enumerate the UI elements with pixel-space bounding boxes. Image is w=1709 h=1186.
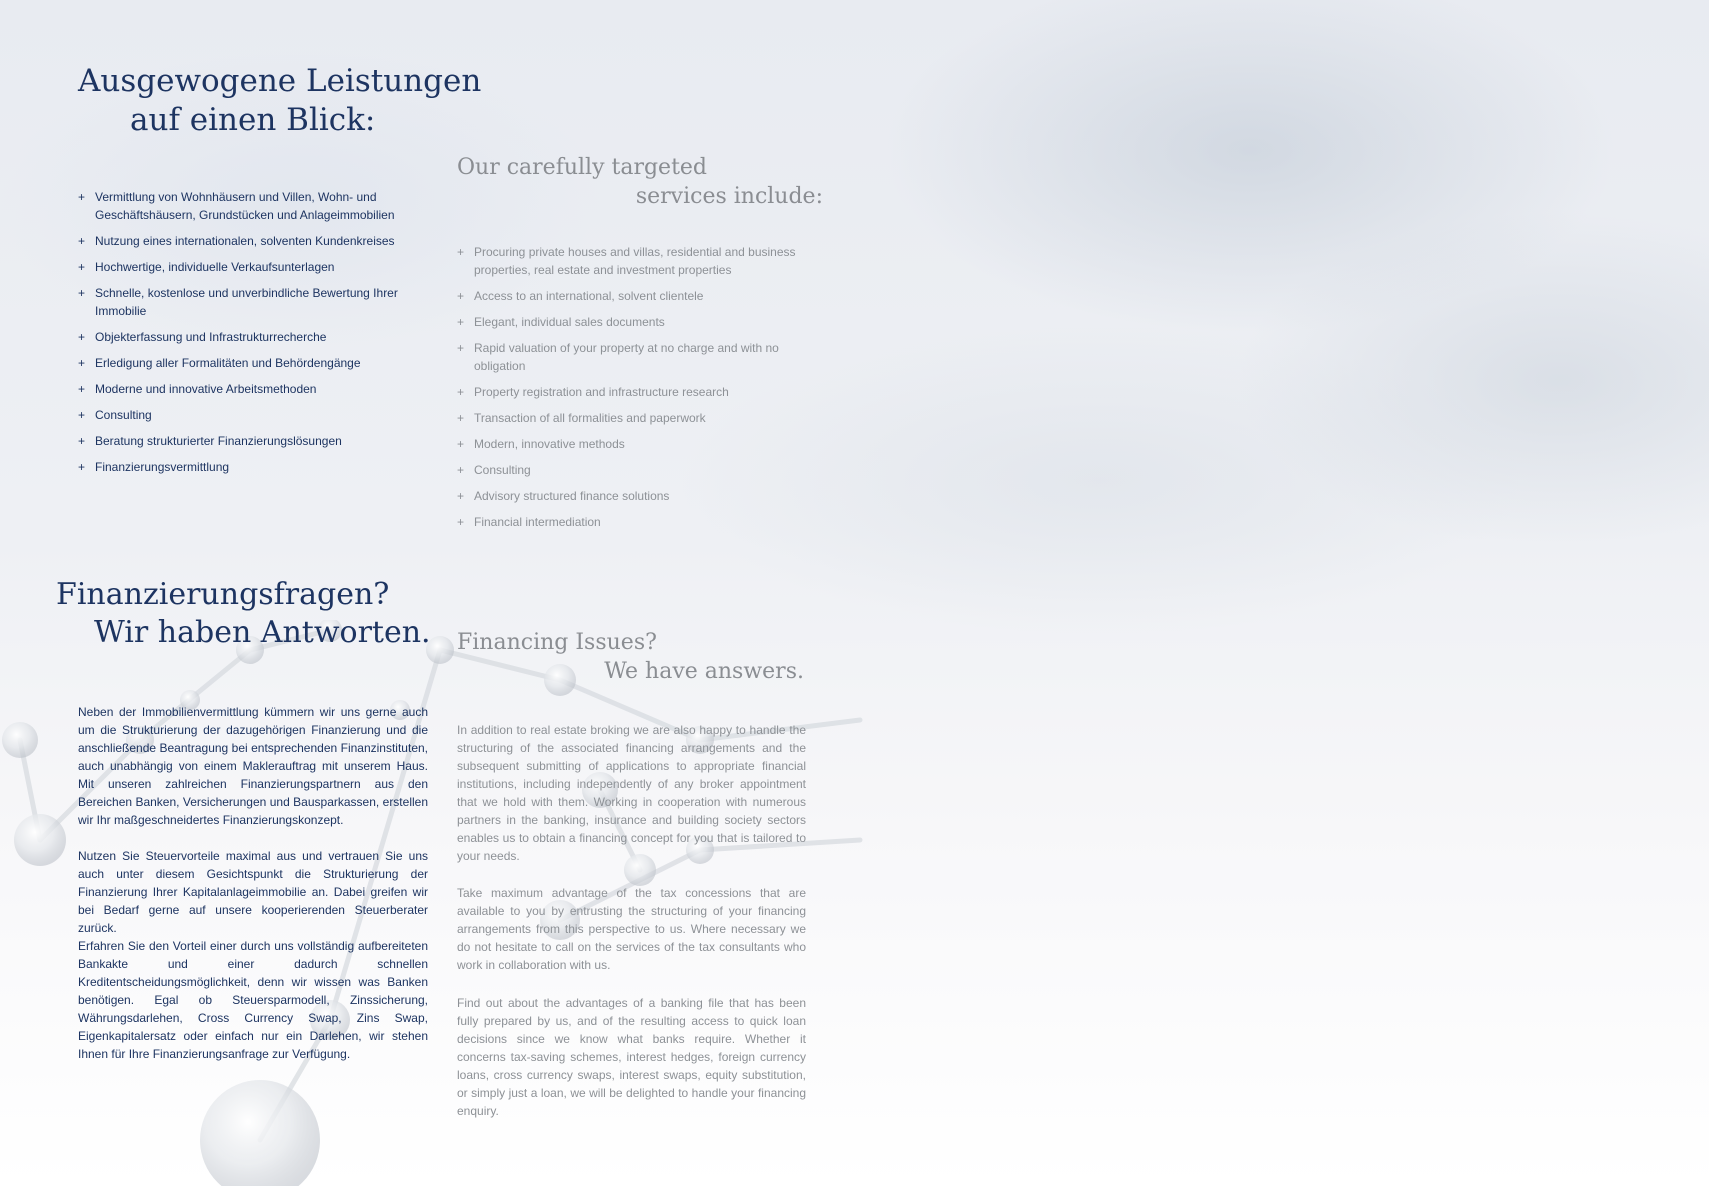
plus-icon: + xyxy=(457,289,465,303)
list-item xyxy=(457,487,802,505)
list-item xyxy=(457,461,802,479)
plus-icon: + xyxy=(457,489,465,503)
list-item xyxy=(78,258,418,276)
list-item-text: Objekterfassung und Infrastrukturrecherche xyxy=(95,330,327,344)
list-item-text: Advisory structured finance solutions xyxy=(474,489,670,503)
finanzierung-title xyxy=(56,576,431,651)
list-item xyxy=(78,354,418,372)
plus-icon: + xyxy=(78,460,86,474)
leistungen-title-line2: auf einen Blick: xyxy=(130,101,376,138)
list-item xyxy=(78,406,418,424)
list-item xyxy=(457,313,802,331)
list-item-text: Moderne und innovative Arbeitsmethoden xyxy=(95,382,317,396)
finanzierung-title-line1: Finanzierungsfragen? xyxy=(56,577,390,612)
finanzierung-paragraph: Neben der Immobilienvermittlung kümmern wir uns gerne auch um die Strukturierung der dazugehörigen Finanzierung und die anschließende Beantragung bei entsprechenden Finanzinstituten, auch unabhängig von einem Maklerauftrag mit unserem Haus. Mit unseren zahlreichen Finanzierungspartnern aus den Bereichen Banken, Versicherungen und Bausparkassen, erstellen wir Ihr maßgeschneidertes Finanzierungskonzept. xyxy=(78,705,428,827)
leistungen-list xyxy=(78,188,418,484)
list-item-text: Erledigung aller Formalitäten und Behördengänge xyxy=(95,356,361,370)
list-item-text: Vermittlung von Wohnhäusern und Villen, Wohn- und Geschäftshäusern, Grundstücken und Anlageimmobilien xyxy=(95,190,395,222)
plus-icon: + xyxy=(78,286,86,300)
list-item xyxy=(457,383,802,401)
financing-title xyxy=(457,629,804,686)
list-item-text: Access to an international, solvent clientele xyxy=(474,289,704,303)
list-item xyxy=(457,513,802,531)
list-item-text: Property registration and infrastructure research xyxy=(474,385,729,399)
services-title-line2: services include: xyxy=(635,183,823,209)
plus-icon: + xyxy=(457,315,465,329)
list-item-text: Beratung strukturierter Finanzierungslösungen xyxy=(95,434,342,448)
list-item-text: Modern, innovative methods xyxy=(474,437,625,451)
plus-icon: + xyxy=(78,408,86,422)
list-item xyxy=(78,458,418,476)
list-item-text: Rapid valuation of your property at no charge and with no obligation xyxy=(474,341,779,373)
plus-icon: + xyxy=(457,463,465,477)
plus-icon: + xyxy=(457,411,465,425)
molecule-sphere xyxy=(200,1080,320,1186)
plus-icon: + xyxy=(78,356,86,370)
list-item xyxy=(78,188,418,224)
list-item xyxy=(78,380,418,398)
list-item xyxy=(457,435,802,453)
financing-paragraph: In addition to real estate broking we are also happy to handle the structuring of the associated financing arrangements and the subsequent submitting of applications to appropriate financial institutions, including independently of any broker appointment that we hold with them. Working in cooperation with numerous partners in the banking, insurance and building society sectors enables us to obtain a financing concept for you that is tailored to your needs. xyxy=(457,723,806,863)
services-list xyxy=(457,243,802,539)
plus-icon: + xyxy=(457,515,465,529)
plus-icon: + xyxy=(78,434,86,448)
list-item-text: Transaction of all formalities and paperwork xyxy=(474,411,706,425)
molecule-sphere xyxy=(14,814,66,866)
plus-icon: + xyxy=(457,385,465,399)
list-item-text: Procuring private houses and villas, residential and business properties, real estate and investment properties xyxy=(474,245,796,277)
services-title xyxy=(457,154,823,211)
list-item xyxy=(78,284,418,320)
list-item xyxy=(78,432,418,450)
leistungen-title xyxy=(78,62,481,140)
list-item-text: Schnelle, kostenlose und unverbindliche Bewertung Ihrer Immobilie xyxy=(95,286,398,318)
plus-icon: + xyxy=(457,245,465,259)
finanzierung-title-line2: Wir haben Antworten. xyxy=(94,614,431,650)
financing-title-line2: We have answers. xyxy=(604,658,804,684)
plus-icon: + xyxy=(78,234,86,248)
list-item-text: Elegant, individual sales documents xyxy=(474,315,665,329)
financing-paragraph: Find out about the advantages of a banking file that has been fully prepared by us, and of the resulting access to quick loan decisions since we know what banks require. Whether it concerns tax-saving schemes, interest hedges, foreign currency loans, cross currency swaps, interest swaps, equity substitution, or simply just a loan, we will be delighted to handle your financing enquiry. xyxy=(457,996,806,1118)
list-item-text: Financial intermediation xyxy=(474,515,601,529)
services-title-line1: Our carefully targeted xyxy=(457,155,708,180)
plus-icon: + xyxy=(78,382,86,396)
list-item xyxy=(457,409,802,427)
list-item-text: Nutzung eines internationalen, solventen Kundenkreises xyxy=(95,234,395,248)
leistungen-title-line1: Ausgewogene Leistungen xyxy=(78,63,482,99)
molecule-sphere xyxy=(2,722,38,758)
list-item xyxy=(457,287,802,305)
plus-icon: + xyxy=(78,330,86,344)
list-item-text: Finanzierungsvermittlung xyxy=(95,460,230,474)
list-item xyxy=(78,232,418,250)
list-item-text: Consulting xyxy=(95,408,152,422)
plus-icon: + xyxy=(457,341,465,355)
list-item xyxy=(457,339,802,375)
list-item xyxy=(457,243,802,279)
finanzierung-paragraph: Nutzen Sie Steuervorteile maximal aus und vertrauen Sie uns auch unter diesem Gesichtspunkt die Strukturierung der Finanzierung Ihrer Kapitalanlageimmobilie an. Dabei greifen wir bei Bedarf gerne auf unsere kooperierenden Steuerberater zurück. xyxy=(78,849,428,935)
plus-icon: + xyxy=(78,260,86,274)
finanzierung-paragraph: Erfahren Sie den Vorteil einer durch uns vollständig aufbereiteten Bankakte und einer dadurch schnellen Kreditentscheidungsmöglichkeit, denn wir wissen was Banken benötigen. Egal ob Steuersparmodell, Zinssicherung, Währungsdarlehen, Cross Currency Swap, Zins Swap, Eigenkapitalersatz oder einfach nur ein Darlehen, wir stehen Ihnen für Ihre Finanzierungsanfrage zur Verfügung. xyxy=(78,939,428,1061)
financing-title-line1: Financing Issues? xyxy=(457,630,657,655)
financing-paragraph: Take maximum advantage of the tax concessions that are available to you by entrusting the structuring of your financing arrangements from this perspective to us. Where necessary we do not hesitate to call on the services of the tax consultants who work in collaboration with us. xyxy=(457,886,806,972)
plus-icon: + xyxy=(78,190,86,204)
plus-icon: + xyxy=(457,437,465,451)
list-item-text: Consulting xyxy=(474,463,531,477)
list-item xyxy=(78,328,418,346)
list-item-text: Hochwertige, individuelle Verkaufsunterlagen xyxy=(95,260,335,274)
